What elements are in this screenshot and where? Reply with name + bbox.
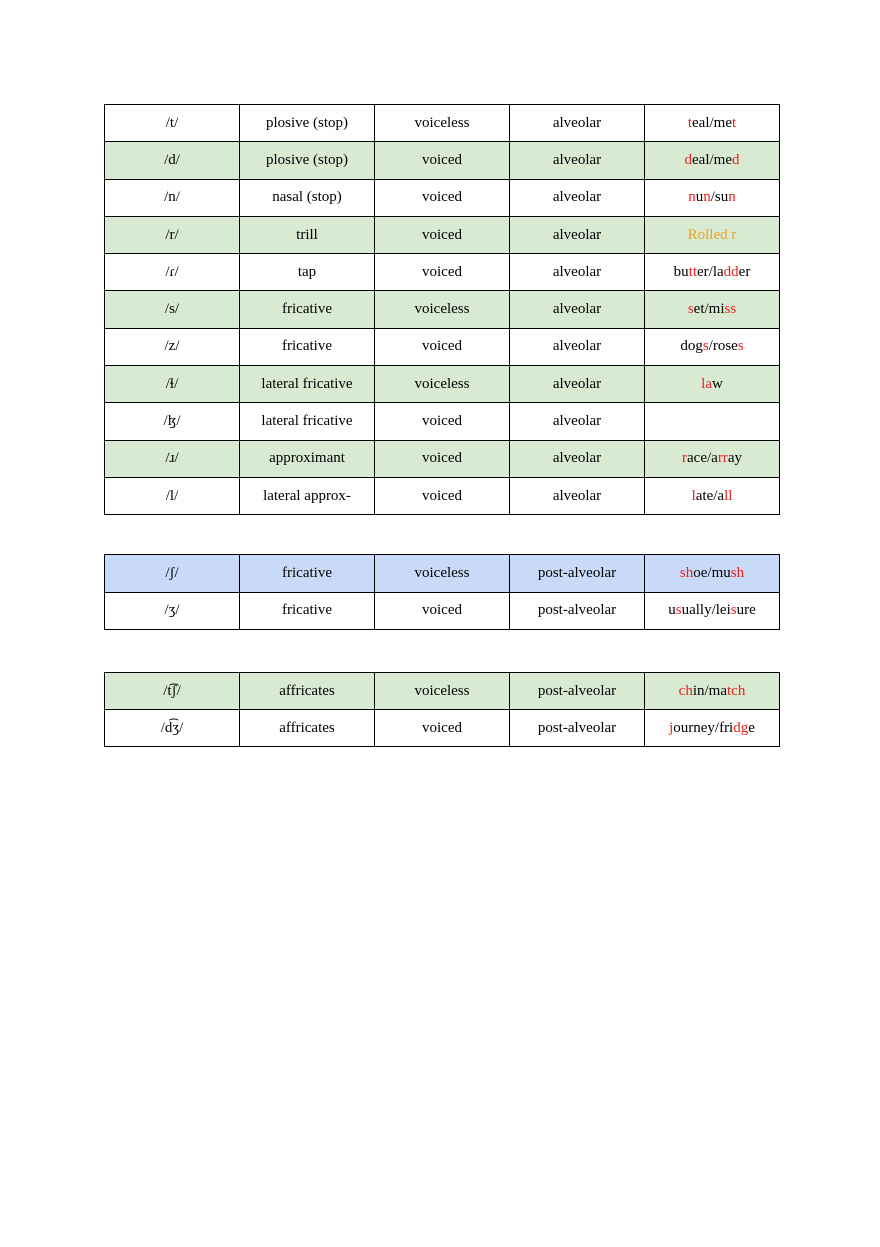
ipa-symbol-cell: /ʒ/: [105, 592, 240, 630]
example-text: w: [711, 375, 723, 392]
voicing-cell: voiceless: [375, 673, 510, 710]
highlighted-letters: ll: [724, 487, 733, 504]
voicing-cell: voiceless: [375, 555, 510, 593]
example-words-cell: [645, 216, 780, 253]
voicing-cell: voiced: [375, 179, 510, 216]
ipa-symbol-cell: /d/: [105, 142, 240, 179]
voicing-cell: voiceless: [375, 291, 510, 328]
highlighted-letters: l: [691, 487, 696, 504]
highlighted-letters: n: [703, 189, 711, 206]
highlighted-letters: rr: [717, 450, 728, 467]
table-row: [105, 477, 780, 514]
highlighted-letters: tch: [727, 682, 746, 699]
voicing-cell: voiced: [375, 254, 510, 291]
example-words-cell: [645, 440, 780, 477]
table-row: [105, 592, 780, 630]
voicing-cell: voiced: [375, 328, 510, 365]
orange-note: Rolled r: [687, 226, 737, 243]
example-text: ure: [736, 602, 756, 619]
highlighted-letters: sh: [730, 564, 745, 581]
example-text: e: [748, 719, 755, 736]
voicing-cell: voiced: [375, 142, 510, 179]
place-cell: alveolar: [510, 105, 645, 142]
example-text: eal/me: [692, 114, 732, 131]
highlighted-letters: tt: [688, 263, 698, 280]
alveolar-consonants-table: [104, 104, 780, 515]
example-text: er: [738, 263, 751, 280]
manner-cell: trill: [240, 216, 375, 253]
manner-cell: affricates: [240, 710, 375, 747]
post-alveolar-affricates-table: [104, 672, 780, 747]
example-text: dog: [680, 338, 703, 355]
example-text: er/la: [697, 263, 724, 280]
table-row: [105, 328, 780, 365]
highlighted-letters: n: [728, 189, 736, 206]
table-row: [105, 254, 780, 291]
place-cell: alveolar: [510, 216, 645, 253]
place-cell: alveolar: [510, 142, 645, 179]
example-words-cell: [645, 710, 780, 747]
voicing-cell: voiced: [375, 710, 510, 747]
table-row: [105, 673, 780, 710]
ipa-symbol-cell: /r/: [105, 216, 240, 253]
table-row: [105, 710, 780, 747]
example-words-cell: [645, 254, 780, 291]
manner-cell: plosive (stop): [240, 105, 375, 142]
ipa-symbol-cell: /d͡ʒ/: [105, 710, 240, 747]
post-alveolar-fricatives-table: [104, 554, 780, 630]
ipa-symbol-cell: /t͡ʃ/: [105, 673, 240, 710]
manner-cell: lateral approx-: [240, 477, 375, 514]
example-words-cell: [645, 366, 780, 403]
ipa-symbol-cell: /l/: [105, 477, 240, 514]
example-words-cell: [645, 477, 780, 514]
ipa-symbol-cell: /z/: [105, 328, 240, 365]
table-row: [105, 366, 780, 403]
voicing-cell: voiceless: [375, 366, 510, 403]
ipa-symbol-cell: /t/: [105, 105, 240, 142]
highlighted-letters: r: [682, 450, 687, 467]
table-row: [105, 403, 780, 440]
voicing-cell: voiced: [375, 477, 510, 514]
manner-cell: lateral fricative: [240, 366, 375, 403]
example-text: u: [695, 189, 704, 206]
manner-cell: fricative: [240, 328, 375, 365]
example-text: u: [668, 602, 676, 619]
example-text: ually/lei: [681, 602, 731, 619]
highlighted-letters: s: [702, 338, 709, 355]
highlighted-letters: dd: [723, 263, 739, 280]
highlighted-letters: d: [684, 151, 692, 168]
highlighted-letters: s: [675, 602, 682, 619]
table-row: [105, 179, 780, 216]
highlighted-letters: s: [687, 301, 694, 318]
highlighted-letters: ch: [678, 682, 693, 699]
manner-cell: fricative: [240, 555, 375, 593]
place-cell: post-alveolar: [510, 673, 645, 710]
highlighted-letters: t: [687, 114, 692, 131]
highlighted-letters: d: [731, 151, 740, 168]
example-words-cell: [645, 142, 780, 179]
highlighted-letters: t: [731, 114, 737, 131]
place-cell: alveolar: [510, 366, 645, 403]
highlighted-letters: s: [737, 338, 744, 355]
place-cell: alveolar: [510, 477, 645, 514]
example-words-cell: [645, 291, 780, 328]
place-cell: alveolar: [510, 403, 645, 440]
ipa-symbol-cell: /s/: [105, 291, 240, 328]
ipa-symbol-cell: /ɬ/: [105, 366, 240, 403]
voicing-cell: voiced: [375, 592, 510, 630]
place-cell: alveolar: [510, 254, 645, 291]
example-words-cell: [645, 592, 780, 630]
voicing-cell: voiceless: [375, 105, 510, 142]
ipa-symbol-cell: /ɹ/: [105, 440, 240, 477]
table-row: [105, 555, 780, 593]
highlighted-letters: s: [730, 602, 737, 619]
highlighted-letters: j: [669, 719, 674, 736]
place-cell: alveolar: [510, 328, 645, 365]
table-row: [105, 142, 780, 179]
place-cell: post-alveolar: [510, 555, 645, 593]
highlighted-letters: la: [701, 375, 712, 392]
example-text: /rose: [708, 338, 738, 355]
ipa-symbol-cell: /n/: [105, 179, 240, 216]
manner-cell: nasal (stop): [240, 179, 375, 216]
highlighted-letters: n: [688, 189, 696, 206]
highlighted-letters: ss: [724, 301, 737, 318]
voicing-cell: voiced: [375, 216, 510, 253]
table-row: [105, 216, 780, 253]
highlighted-letters: sh: [679, 564, 694, 581]
example-text: ourney/fri: [673, 719, 734, 736]
example-text: oe/mu: [693, 564, 731, 581]
place-cell: alveolar: [510, 291, 645, 328]
place-cell: post-alveolar: [510, 710, 645, 747]
table-row: [105, 440, 780, 477]
manner-cell: plosive (stop): [240, 142, 375, 179]
example-text: in/ma: [692, 682, 727, 699]
example-words-cell: [645, 105, 780, 142]
example-text: ace/a: [687, 450, 718, 467]
ipa-symbol-cell: /ʃ/: [105, 555, 240, 593]
example-text: ate/a: [695, 487, 725, 504]
manner-cell: approximant: [240, 440, 375, 477]
place-cell: alveolar: [510, 179, 645, 216]
example-text: ay: [727, 450, 742, 467]
manner-cell: fricative: [240, 291, 375, 328]
highlighted-letters: dg: [733, 719, 749, 736]
voicing-cell: voiced: [375, 440, 510, 477]
example-words-cell: [645, 673, 780, 710]
manner-cell: tap: [240, 254, 375, 291]
manner-cell: fricative: [240, 592, 375, 630]
place-cell: post-alveolar: [510, 592, 645, 630]
table-row: [105, 105, 780, 142]
manner-cell: lateral fricative: [240, 403, 375, 440]
manner-cell: affricates: [240, 673, 375, 710]
example-words-cell: [645, 179, 780, 216]
example-text: eal/me: [692, 151, 732, 168]
example-words-cell: [645, 403, 780, 440]
example-text: bu: [673, 263, 689, 280]
example-words-cell: [645, 328, 780, 365]
ipa-symbol-cell: /ɮ/: [105, 403, 240, 440]
example-words-cell: [645, 555, 780, 593]
place-cell: alveolar: [510, 440, 645, 477]
voicing-cell: voiced: [375, 403, 510, 440]
table-row: [105, 291, 780, 328]
ipa-symbol-cell: /ɾ/: [105, 254, 240, 291]
example-text: /su: [710, 189, 729, 206]
example-text: et/mi: [693, 301, 725, 318]
